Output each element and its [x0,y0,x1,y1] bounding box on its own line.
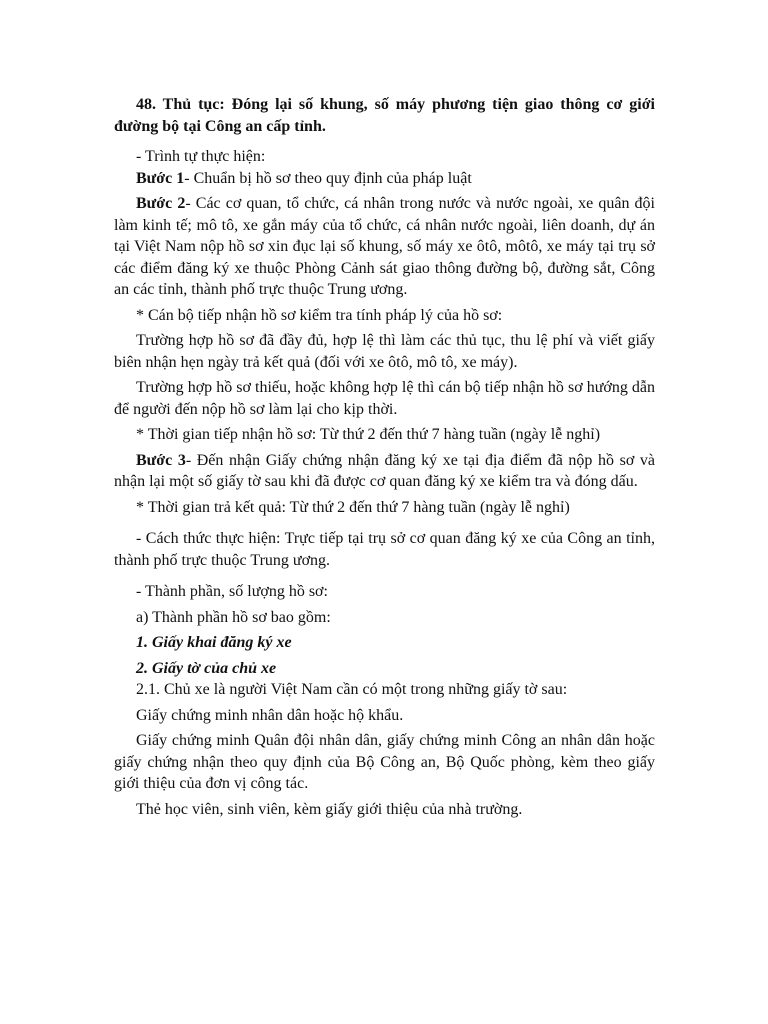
sequence-heading: - Trình tự thực hiện: [136,148,266,165]
doc-military-paragraph: Giấy chứng minh Quân đội nhân dân, giấy chứng minh Công an nhân dân hoặc giấy chứng nhận theo quy định của Bộ Công an, Bộ Quốc phòng, kèm theo giấy giới thiệu của đơn vị công tác. [114,732,655,792]
case-incomplete-paragraph: Trường hợp hồ sơ thiếu, hoặc không hợp lệ thì cán bộ tiếp nhận hồ sơ hướng dẫn để người đến nộp hồ sơ làm lại cho kịp thời. [114,379,655,418]
components-heading: - Thành phần, số lượng hồ sơ: [136,583,328,600]
check-heading: * Cán bộ tiếp nhận hồ sơ kiểm tra tính pháp lý của hồ sơ: [136,306,503,324]
step-3-text: - Đến nhận Giấy chứng nhận đăng ký xe tại địa điểm đã nộp hồ sơ và nhận lại một số giấy tờ sau khi đã được cơ quan đăng ký xe kiểm tra và đóng dấu. [114,451,656,490]
step-3-paragraph [114,450,655,493]
step-2-text: - Các cơ quan, tổ chức, cá nhân trong nước và nước ngoài, xe quân đội làm kinh tế; mô tô, xe gắn máy của tổ chức, cá nhân nước ngoài, liên doanh, dự án tại Việt Nam nộp hồ sơ xin đục lại số khung, số máy xe ôtô, môtô, xe máy tại trụ sở các điểm đăng ký xe thuộc Phòng Cảnh sát giao thông đường bộ, đường sắt, Công an các tỉnh, thành phố trực thuộc Trung ương. [114,195,656,298]
item-1-heading: 1. Giấy khai đăng ký xe [136,634,292,651]
receive-time-paragraph: * Thời gian tiếp nhận hồ sơ: Từ thứ 2 đến thứ 7 hàng tuần (ngày lễ nghỉ) [136,426,601,443]
item-2-1-paragraph: 2.1. Chủ xe là người Việt Nam cần có một trong những giấy tờ sau: [136,681,568,698]
return-time-paragraph: * Thời gian trả kết quả: Từ thứ 2 đến thứ 7 hàng tuần (ngày lễ nghỉ) [136,498,570,516]
document-page [114,94,655,820]
step-2-paragraph [114,193,655,301]
method-paragraph: - Cách thức thực hiện: Trực tiếp tại trụ sở cơ quan đăng ký xe của Công an tỉnh, thành phố trực thuộc Trung ương. [114,530,655,569]
doc-id-paragraph: Giấy chứng minh nhân dân hoặc hộ khẩu. [136,706,404,724]
procedure-title: 48. Thủ tục: Đóng lại số khung, số máy phương tiện giao thông cơ giới đường bộ tại Công an cấp tỉnh. [114,96,655,135]
step-1-label: Bước 1 [136,169,185,187]
components-a-paragraph: a) Thành phần hồ sơ bao gồm: [136,608,331,626]
step-1-text: - Chuẩn bị hồ sơ theo quy định của pháp luật [184,169,472,187]
doc-student-paragraph: Thẻ học viên, sinh viên, kèm giấy giới thiệu của nhà trường. [136,800,523,818]
step-3-label: Bước 3 [136,451,186,469]
step-2-label: Bước 2 [136,195,186,212]
case-complete-paragraph: Trường hợp hồ sơ đã đầy đủ, hợp lệ thì làm các thủ tục, thu lệ phí và viết giấy biên nhận hẹn ngày trả kết quả (đối với xe ôtô, mô tô, xe máy). [114,332,655,371]
item-2-heading: 2. Giấy tờ của chủ xe [136,659,277,677]
step-1-paragraph [114,168,655,190]
